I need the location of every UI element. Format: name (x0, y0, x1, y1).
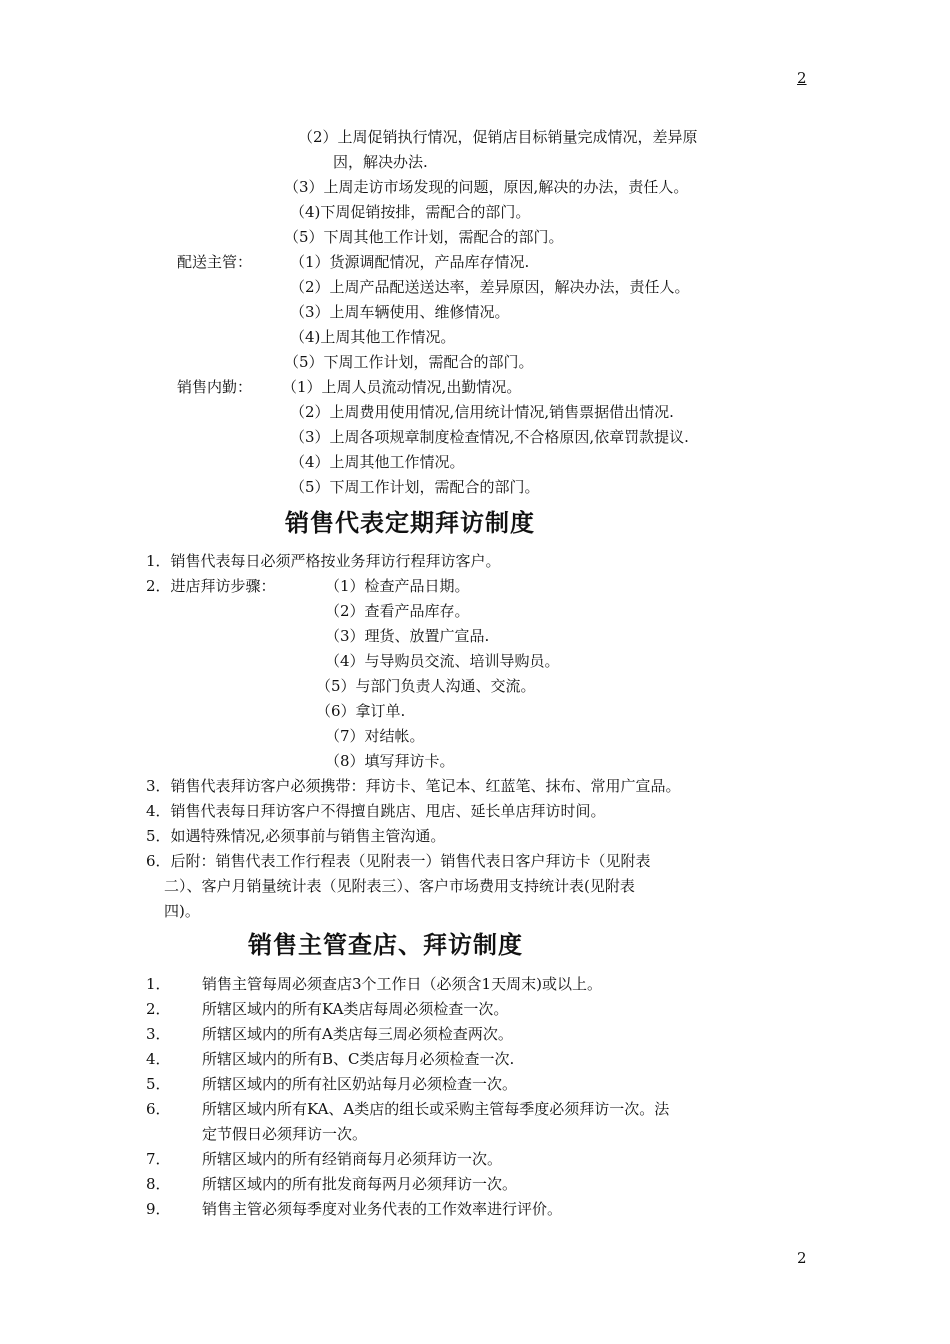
list-item: 3．销售代表拜访客户必须携带：拜访卡、笔记本、红蓝笔、抹布、常用广宣品。 (146, 777, 681, 795)
sub-list-item: （4）与导购员交流、培训导购员。 (325, 652, 560, 670)
report-line: （5）下周工作计划，需配合的部门。 (290, 478, 540, 496)
page-number-top: 2 (797, 69, 807, 87)
list-item: 2．进店拜访步骤： (146, 577, 276, 595)
list-item: 所辖区域内的所有KA类店每周必须检查一次。 (202, 1000, 509, 1018)
report-line: （1）上周人员流动情况,出勤情况。 (282, 378, 522, 396)
list-item: 4．销售代表每日拜访客户不得擅自跳店、甩店、延长单店拜访时间。 (146, 802, 606, 820)
page-number-bottom: 2 (797, 1249, 807, 1267)
report-line: 因，解决办法. (333, 153, 428, 171)
list-item: 5．如遇特殊情况,必须事前与销售主管沟通。 (146, 827, 446, 845)
report-line: （4)下周促销按排，需配合的部门。 (290, 203, 531, 221)
list-item: 销售主管必须每季度对业务代表的工作效率进行评价。 (202, 1200, 563, 1218)
list-item: 所辖区域内的所有经销商每月必须拜访一次。 (202, 1150, 503, 1168)
report-line: （3）上周各项规章制度检查情况,不合格原因,依章罚款提议. (290, 428, 689, 446)
report-line: （2）上周促销执行情况，促销店目标销量完成情况，差异原 (298, 128, 698, 146)
report-line: （4）上周其他工作情况。 (290, 453, 465, 471)
sub-list-item: （1）检查产品日期。 (325, 577, 470, 595)
sub-list-item: （8）填写拜访卡。 (325, 752, 455, 770)
list-item: 6．后附：销售代表工作行程表（见附表一）销售代表日客户拜访卡（见附表 (146, 852, 651, 870)
list-item-continuation: 定节假日必须拜访一次。 (202, 1125, 368, 1143)
report-line: （1）货源调配情况，产品库存情况. (290, 253, 530, 271)
section-label-delivery-manager: 配送主管： (177, 253, 253, 271)
list-item-number: 7． (146, 1150, 171, 1168)
section-title-sales-rep-visit: 销售代表定期拜访制度 (285, 508, 535, 537)
list-item-continuation: 四)。 (164, 902, 200, 920)
report-line: （3）上周车辆使用、维修情况。 (290, 303, 510, 321)
report-line: （2）上周费用使用情况,信用统计情况,销售票据借出情况. (290, 403, 674, 421)
section-title-manager-inspection: 销售主管查店、拜访制度 (248, 930, 523, 959)
list-item-number: 4． (146, 1050, 171, 1068)
list-item: 销售主管每周必须查店3个工作日（必须含1天周末)或以上。 (202, 975, 602, 993)
list-item: 所辖区域内所有KA、A类店的组长或采购主管每季度必须拜访一次。法 (202, 1100, 670, 1118)
sub-list-item: （6）拿订单. (316, 702, 406, 720)
list-item: 所辖区域内的所有社区奶站每月必须检查一次。 (202, 1075, 518, 1093)
list-item: 1．销售代表每日必须严格按业务拜访行程拜访客户。 (146, 552, 501, 570)
sub-list-item: （2）查看产品库存。 (325, 602, 470, 620)
list-item-number: 1． (146, 975, 171, 993)
sub-list-item: （5）与部门负责人沟通、交流。 (316, 677, 536, 695)
list-item: 所辖区域内的所有批发商每两月必须拜访一次。 (202, 1175, 518, 1193)
list-item-number: 9． (146, 1200, 171, 1218)
list-item-number: 3． (146, 1025, 171, 1043)
sub-list-item: （7）对结帐。 (325, 727, 425, 745)
list-item-number: 6． (146, 1100, 171, 1118)
report-line: （2）上周产品配送送达率，差异原因，解决办法，责任人。 (290, 278, 690, 296)
list-item: 所辖区域内的所有A类店每三周必须检查两次。 (202, 1025, 513, 1043)
list-item: 所辖区域内的所有B、C类店每月必须检查一次. (202, 1050, 515, 1068)
report-line: （5）下周工作计划，需配合的部门。 (284, 353, 534, 371)
report-line: （4)上周其他工作情况。 (290, 328, 456, 346)
sub-list-item: （3）理货、放置广宣品. (325, 627, 490, 645)
section-label-sales-clerk: 销售内勤： (177, 378, 253, 396)
list-item-number: 8． (146, 1175, 171, 1193)
list-item-continuation: 二）、客户月销量统计表（见附表三）、客户市场费用支持统计表(见附表 (164, 877, 635, 895)
report-line: （3）上周走访市场发现的问题，原因,解决的办法，责任人。 (284, 178, 689, 196)
report-line: （5）下周其他工作计划，需配合的部门。 (284, 228, 564, 246)
list-item-number: 2． (146, 1000, 171, 1018)
list-item-number: 5． (146, 1075, 171, 1093)
